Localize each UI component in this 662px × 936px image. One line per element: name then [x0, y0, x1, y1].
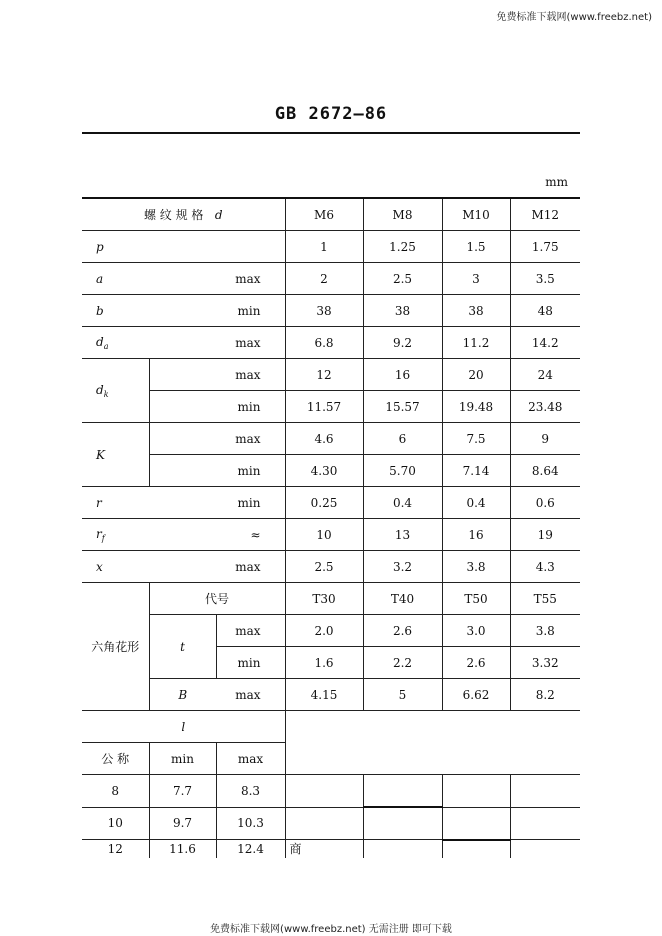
max-label: max [216, 743, 285, 775]
cell: 6.62 [442, 679, 510, 711]
length-row [82, 807, 580, 840]
range-cell [510, 840, 580, 858]
cell: 3.8 [510, 615, 580, 647]
cell: 3.0 [442, 615, 510, 647]
cell: 3.2 [363, 551, 442, 583]
cell: 3.8 [442, 551, 510, 583]
cell: T50 [442, 583, 510, 615]
length-max: 8.3 [216, 775, 285, 808]
row-p [82, 231, 580, 263]
cell: 16 [442, 519, 510, 551]
cell: 16 [363, 359, 442, 391]
limit-label: min [216, 647, 285, 679]
cell: 1.75 [510, 231, 580, 263]
row-k-max [82, 423, 580, 455]
cell: 3.5 [510, 263, 580, 295]
symbol-d: d [96, 334, 104, 349]
limit-label: max [149, 423, 285, 455]
row-da [82, 327, 580, 359]
symbol-dk [82, 359, 149, 423]
size-m6: M6 [285, 198, 363, 231]
range-cell [363, 807, 442, 840]
symbol-l: l [82, 711, 285, 743]
cell: 23.48 [510, 391, 580, 423]
cell: 38 [363, 295, 442, 327]
cell: 6 [363, 423, 442, 455]
row-hex-code [82, 583, 580, 615]
row-dk-min [82, 391, 580, 423]
row-dk-max [82, 359, 580, 391]
document-title: GB 2672—86 [274, 104, 388, 124]
row-k-min [82, 455, 580, 487]
cell: 13 [363, 519, 442, 551]
symbol-rf [82, 519, 216, 551]
cell: 19 [510, 519, 580, 551]
cell: 2.0 [285, 615, 363, 647]
size-m12: M12 [510, 198, 580, 231]
symbol-x: x [82, 551, 216, 583]
cell: 8.64 [510, 455, 580, 487]
row-rf [82, 519, 580, 551]
range-cell [510, 775, 580, 808]
limit-label: min [149, 455, 285, 487]
limit-label: max [216, 327, 285, 359]
cell: 4.3 [510, 551, 580, 583]
cell: 11.2 [442, 327, 510, 359]
range-cell [285, 807, 363, 840]
row-b [82, 295, 580, 327]
cell: 7.5 [442, 423, 510, 455]
cell: 8.2 [510, 679, 580, 711]
watermark-bottom: 免费标准下载网(www.freebz.net) 无需注册 即可下载 [210, 924, 452, 935]
symbol-p: p [82, 231, 285, 263]
subscript-a: a [103, 341, 109, 351]
range-cell [363, 840, 442, 858]
title-rule [82, 132, 580, 134]
limit-label: max [216, 615, 285, 647]
unit-label: mm [545, 175, 568, 189]
length-max: 10.3 [216, 807, 285, 840]
cell: 2.5 [285, 551, 363, 583]
code-label: 代号 [149, 583, 285, 615]
row-hex-t-max [82, 615, 580, 647]
cell: 4.30 [285, 455, 363, 487]
cell: 3.32 [510, 647, 580, 679]
limit-label: max [216, 263, 285, 295]
range-cell [442, 775, 510, 808]
cell: 3 [442, 263, 510, 295]
cell: 0.4 [363, 487, 442, 519]
symbol-k: K [82, 423, 149, 487]
hexalobular-group-label: 六角花形 [82, 583, 149, 711]
limit-label: max [216, 679, 285, 711]
symbol-b-upper: B [149, 679, 216, 711]
cell: T40 [363, 583, 442, 615]
subscript-k: k [103, 389, 109, 399]
cell: 38 [442, 295, 510, 327]
row-x [82, 551, 580, 583]
length-row [82, 775, 580, 808]
cell: 1.6 [285, 647, 363, 679]
cell: 2.6 [363, 615, 442, 647]
cell: 10 [285, 519, 363, 551]
row-length-header [82, 711, 580, 743]
cell: 38 [285, 295, 363, 327]
range-cell [285, 775, 363, 808]
range-note: 商 [285, 840, 363, 858]
limit-label: max [216, 551, 285, 583]
range-cell [363, 775, 442, 808]
range-cell [442, 807, 510, 840]
length-nominal: 8 [82, 775, 149, 808]
cell: 9.2 [363, 327, 442, 359]
cell: 0.25 [285, 487, 363, 519]
cell: 2.5 [363, 263, 442, 295]
symbol-t: t [149, 615, 216, 679]
symbol-a: a [82, 263, 216, 295]
cell: 20 [442, 359, 510, 391]
cell: 24 [510, 359, 580, 391]
cell: 11.57 [285, 391, 363, 423]
cell: 1.25 [363, 231, 442, 263]
cell: 5.70 [363, 455, 442, 487]
thread-spec-symbol: d [214, 208, 223, 222]
cell: 5 [363, 679, 442, 711]
cell: T55 [510, 583, 580, 615]
symbol-r: r [82, 487, 216, 519]
cell: 0.4 [442, 487, 510, 519]
cell: 4.15 [285, 679, 363, 711]
range-cell [510, 807, 580, 840]
header-row [82, 198, 580, 231]
size-m8: M8 [363, 198, 442, 231]
cell: T30 [285, 583, 363, 615]
length-max: 12.4 [216, 840, 285, 858]
symbol-b: b [82, 295, 216, 327]
thread-spec-label [82, 198, 285, 231]
row-r [82, 487, 580, 519]
length-min: 9.7 [149, 807, 216, 840]
row-hex-b [82, 679, 580, 711]
length-min: 11.6 [149, 840, 216, 858]
min-label: min [149, 743, 216, 775]
row-a [82, 263, 580, 295]
symbol-d: d [96, 382, 104, 397]
cell: 2.6 [442, 647, 510, 679]
cell: 14.2 [510, 327, 580, 359]
subscript-f: f [101, 533, 105, 543]
symbol-r: r [96, 526, 102, 541]
cell: 19.48 [442, 391, 510, 423]
range-cell [442, 840, 510, 858]
symbol-da [82, 327, 216, 359]
nominal-label: 公 称 [82, 743, 149, 775]
length-min: 7.7 [149, 775, 216, 808]
length-row-partial [82, 840, 580, 858]
cell: 9 [510, 423, 580, 455]
limit-label: ≈ [216, 519, 285, 551]
limit-label: max [149, 359, 285, 391]
cell: 2 [285, 263, 363, 295]
cell: 2.2 [363, 647, 442, 679]
cell: 1.5 [442, 231, 510, 263]
cell: 0.6 [510, 487, 580, 519]
cell: 1 [285, 231, 363, 263]
length-nominal: 10 [82, 807, 149, 840]
blank-area [285, 711, 580, 775]
cell: 6.8 [285, 327, 363, 359]
limit-label: min [216, 295, 285, 327]
cell: 7.14 [442, 455, 510, 487]
thread-spec-text: 螺 纹 规 格 [143, 208, 204, 222]
size-m10: M10 [442, 198, 510, 231]
limit-label: min [216, 487, 285, 519]
cell: 48 [510, 295, 580, 327]
cell: 15.57 [363, 391, 442, 423]
watermark-top: 免费标准下载网(www.freebz.net) [496, 12, 652, 23]
limit-label: min [149, 391, 285, 423]
cell: 12 [285, 359, 363, 391]
dimension-table [82, 197, 580, 858]
length-nominal: 12 [82, 840, 149, 858]
cell: 4.6 [285, 423, 363, 455]
